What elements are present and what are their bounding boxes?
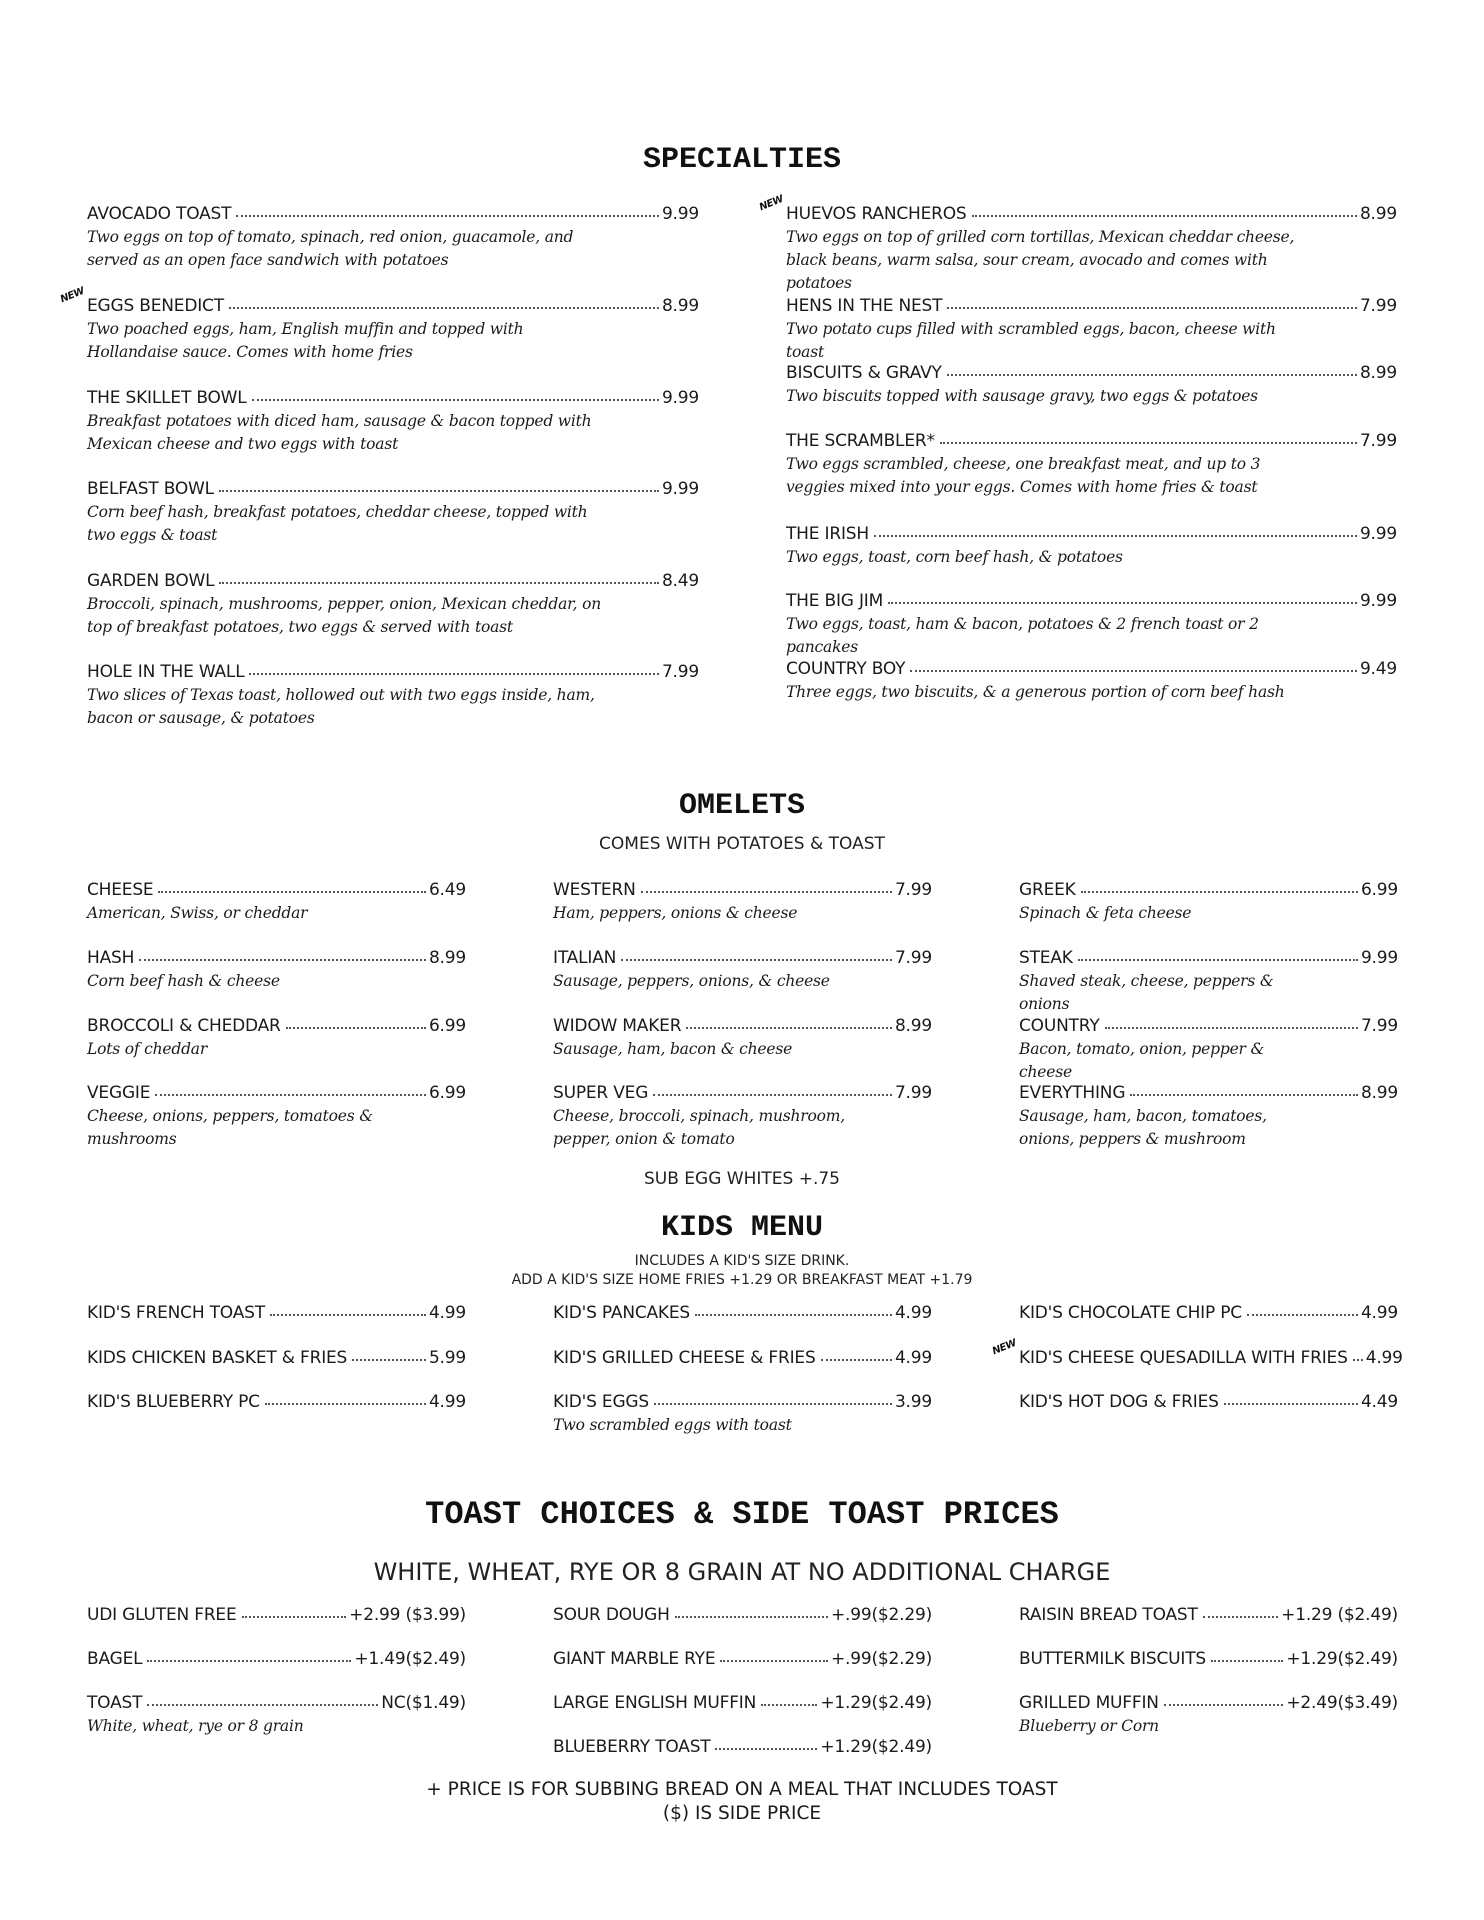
item-price: 9.99 <box>1359 591 1397 611</box>
item-name: THE SKILLET BOWL <box>87 388 247 408</box>
item-price: 8.99 <box>661 296 699 316</box>
item-price: 4.99 <box>894 1348 932 1368</box>
dot-leader <box>1164 1702 1284 1706</box>
dot-leader <box>874 533 1357 537</box>
menu-item <box>87 948 466 993</box>
item-price: 7.99 <box>1360 1016 1398 1036</box>
dot-leader <box>252 397 659 401</box>
item-name: KID'S HOT DOG & FRIES <box>1019 1392 1219 1412</box>
dot-leader <box>1353 1357 1363 1361</box>
item-name: TOAST <box>87 1693 143 1713</box>
menu-item <box>990 1337 1403 1369</box>
menu-item-row <box>87 571 699 592</box>
item-name: COUNTRY <box>1019 1016 1100 1036</box>
menu-item <box>1019 1083 1398 1151</box>
menu-item-row <box>553 1303 932 1324</box>
item-price: +2.49($3.49) <box>1286 1693 1398 1713</box>
item-price: 3.99 <box>894 1392 932 1412</box>
menu-item-row <box>553 1392 932 1413</box>
item-description: Sausage, ham, bacon & cheese <box>553 1040 793 1058</box>
item-name: KIDS CHICKEN BASKET & FRIES <box>87 1348 348 1368</box>
item-name: AVOCADO TOAST <box>87 204 232 224</box>
item-description: Two biscuits topped with sausage gravy, two eggs & potatoes <box>786 387 1258 405</box>
menu-item <box>553 1693 932 1714</box>
item-description: Sausage, ham, bacon, tomatoes, onions, peppers & mushroom <box>1019 1107 1267 1148</box>
item-description: Two eggs on top of grilled corn tortillas, Mexican cheddar cheese, black beans, warm salsa, sour cream, avocado and comes with potatoes <box>786 228 1295 292</box>
item-price: 9.99 <box>661 204 699 224</box>
menu-item <box>87 1303 466 1324</box>
menu-item-row <box>786 524 1397 545</box>
item-price: 4.49 <box>1360 1392 1398 1412</box>
item-name: WESTERN <box>553 880 636 900</box>
menu-item-row <box>87 1083 466 1104</box>
item-price: 6.99 <box>428 1016 466 1036</box>
item-price: +.99($2.29) <box>830 1649 932 1669</box>
item-name: THE IRISH <box>786 524 869 544</box>
menu-item <box>786 591 1397 659</box>
item-name: SUPER VEG <box>553 1083 649 1103</box>
menu-item <box>553 1392 932 1437</box>
dot-leader <box>249 671 658 675</box>
dot-leader <box>653 1092 892 1096</box>
item-price: 9.99 <box>661 388 699 408</box>
item-description: Broccoli, spinach, mushrooms, pepper, onion, Mexican cheddar, on top of breakfast potatoes, two eggs & served with toast <box>87 595 602 636</box>
dot-leader <box>675 1614 828 1618</box>
dot-leader <box>910 668 1357 672</box>
menu-item-row <box>1019 1649 1398 1670</box>
item-name: ITALIAN <box>553 948 617 968</box>
item-description: Two eggs, toast, corn beef hash, & potatoes <box>786 548 1123 566</box>
menu-item-row <box>87 880 466 901</box>
menu-item-row <box>87 479 699 500</box>
menu-item-row <box>786 363 1397 384</box>
item-description: Cheese, broccoli, spinach, mushroom, pepper, onion & tomato <box>553 1107 845 1148</box>
dot-leader <box>219 488 659 492</box>
item-description: Corn beef hash & cheese <box>87 972 280 990</box>
menu-item-row <box>87 1303 466 1324</box>
menu-item-row <box>1019 948 1398 969</box>
item-name: KID'S PANCAKES <box>553 1303 691 1323</box>
item-description: Two scrambled eggs with toast <box>553 1416 792 1434</box>
item-name: KID'S BLUEBERRY PC <box>87 1392 260 1412</box>
item-name: GIANT MARBLE RYE <box>553 1649 716 1669</box>
new-badge: NEW <box>757 193 785 214</box>
dot-leader <box>888 600 1357 604</box>
menu-item-row <box>553 948 932 969</box>
item-price: 4.99 <box>428 1392 466 1412</box>
item-price: 4.99 <box>1365 1348 1403 1368</box>
item-name: RAISIN BREAD TOAST <box>1019 1605 1198 1625</box>
toast-title: TOAST CHOICES & SIDE TOAST PRICES <box>425 1496 1059 1533</box>
new-badge: NEW <box>990 1337 1018 1358</box>
item-name: EVERYTHING <box>1019 1083 1126 1103</box>
menu-item-row <box>786 296 1397 317</box>
item-name: HASH <box>87 948 135 968</box>
item-description: Three eggs, two biscuits, & a generous portion of corn beef hash <box>786 683 1285 701</box>
item-description: Lots of cheddar <box>87 1040 208 1058</box>
item-price: 6.99 <box>428 1083 466 1103</box>
menu-item <box>87 571 699 639</box>
item-name: CHEESE <box>87 880 154 900</box>
item-description: Corn beef hash, breakfast potatoes, cheddar cheese, topped with two eggs & toast <box>87 503 588 544</box>
item-price: 9.99 <box>661 479 699 499</box>
menu-item-row <box>87 296 699 317</box>
dot-leader <box>947 372 1357 376</box>
menu-item <box>1019 880 1398 925</box>
item-name: COUNTRY BOY <box>786 659 906 679</box>
item-description: Blueberry or Corn <box>1019 1717 1159 1735</box>
kids-menu-title: KIDS MENU <box>660 1211 824 1245</box>
menu-item <box>87 204 699 272</box>
dot-leader <box>972 213 1357 217</box>
menu-item-row <box>553 880 932 901</box>
item-price: 7.99 <box>661 662 699 682</box>
item-description: Two eggs on top of tomato, spinach, red onion, guacamole, and served as an open face sandwich with potatoes <box>87 228 574 269</box>
item-name: GREEK <box>1019 880 1076 900</box>
menu-item-row <box>1019 1693 1398 1714</box>
menu-item <box>786 296 1397 364</box>
kids-menu-subtitle-addons: ADD A KID'S SIZE HOME FRIES +1.29 OR BREAKFAST MEAT +1.79 <box>511 1272 973 1288</box>
dot-leader <box>720 1658 828 1662</box>
menu-item-row <box>553 1693 932 1714</box>
dot-leader <box>654 1401 892 1405</box>
toast-footnote-side-price: ($) IS SIDE PRICE <box>662 1803 822 1824</box>
toast-footnote-sub-price: + PRICE IS FOR SUBBING BREAD ON A MEAL THAT INCLUDES TOAST <box>426 1779 1058 1800</box>
menu-item <box>58 285 699 364</box>
dot-leader <box>219 580 659 584</box>
menu-item <box>553 1348 932 1369</box>
item-name: GARDEN BOWL <box>87 571 215 591</box>
menu-item <box>757 193 1397 295</box>
menu-item-row <box>87 948 466 969</box>
item-name: HUEVOS RANCHEROS <box>786 204 967 224</box>
toast-subtitle: WHITE, WHEAT, RYE OR 8 GRAIN AT NO ADDITIONAL CHARGE <box>373 1558 1111 1586</box>
item-price: +2.99 ($3.99) <box>349 1605 466 1625</box>
dot-leader <box>270 1312 426 1316</box>
item-price: 9.49 <box>1359 659 1397 679</box>
menu-item-row <box>1019 1083 1398 1104</box>
item-name: KID'S FRENCH TOAST <box>87 1303 265 1323</box>
item-description: Two eggs scrambled, cheese, one breakfast meat, and up to 3 veggies mixed into your eggs. Comes with home fries & toast <box>786 455 1261 496</box>
item-price: 7.99 <box>894 880 932 900</box>
item-price: +1.29($2.49) <box>820 1737 932 1757</box>
menu-item <box>87 1605 466 1626</box>
item-price: 7.99 <box>1359 296 1397 316</box>
menu-item <box>87 479 699 547</box>
dot-leader <box>1211 1658 1283 1662</box>
menu-item-row <box>1019 1348 1403 1369</box>
menu-item <box>1019 1649 1398 1670</box>
dot-leader <box>147 1658 351 1662</box>
dot-leader <box>940 440 1357 444</box>
item-price: 8.49 <box>661 571 699 591</box>
dot-leader <box>947 305 1357 309</box>
item-price: 7.99 <box>894 1083 932 1103</box>
item-description: Bacon, tomato, onion, pepper & cheese <box>1019 1040 1265 1081</box>
menu-item-row <box>553 1016 932 1037</box>
item-name: KID'S CHEESE QUESADILLA WITH FRIES <box>1019 1348 1348 1368</box>
menu-item <box>553 880 932 925</box>
item-description: American, Swiss, or cheddar <box>87 904 308 922</box>
item-price: 6.49 <box>428 880 466 900</box>
menu-item-row <box>553 1348 932 1369</box>
menu-item-row <box>553 1083 932 1104</box>
item-name: BLUEBERRY TOAST <box>553 1737 711 1757</box>
menu-item <box>87 1016 466 1061</box>
item-name: EGGS BENEDICT <box>87 296 224 316</box>
egg-whites-note: SUB EGG WHITES +.75 <box>644 1169 840 1189</box>
item-name: BELFAST BOWL <box>87 479 214 499</box>
item-name: STEAK <box>1019 948 1073 968</box>
item-name: SOUR DOUGH <box>553 1605 670 1625</box>
item-price: 4.99 <box>428 1303 466 1323</box>
menu-item-row <box>1019 880 1398 901</box>
menu-item <box>553 1737 932 1758</box>
item-price: 7.99 <box>1359 431 1397 451</box>
dot-leader <box>715 1746 817 1750</box>
menu-item <box>1019 1303 1398 1324</box>
item-name: VEGGIE <box>87 1083 151 1103</box>
item-description: Sausage, peppers, onions, & cheese <box>553 972 830 990</box>
item-name: THE SCRAMBLER* <box>786 431 935 451</box>
menu-item-row <box>1019 1303 1398 1324</box>
omelets-title: OMELETS <box>678 789 806 823</box>
item-name: BAGEL <box>87 1649 143 1669</box>
menu-item <box>87 1083 466 1151</box>
dot-leader <box>147 1702 378 1706</box>
menu-item <box>1019 1605 1398 1626</box>
menu-item <box>786 431 1397 499</box>
menu-item-row <box>786 591 1397 612</box>
item-price: +1.29 ($2.49) <box>1281 1605 1398 1625</box>
menu-item <box>87 1693 466 1738</box>
item-price: 8.99 <box>1359 363 1397 383</box>
item-name: UDI GLUTEN FREE <box>87 1605 237 1625</box>
item-price: +1.29($2.49) <box>820 1693 932 1713</box>
item-price: +1.29($2.49) <box>1286 1649 1398 1669</box>
item-price: 8.99 <box>1359 204 1397 224</box>
menu-item-row <box>87 1605 466 1626</box>
item-name: WIDOW MAKER <box>553 1016 682 1036</box>
menu-item-row <box>1019 1016 1398 1037</box>
dot-leader <box>1078 957 1358 961</box>
item-name: BROCCOLI & CHEDDAR <box>87 1016 281 1036</box>
item-price: 7.99 <box>894 948 932 968</box>
item-price: 8.99 <box>1360 1083 1398 1103</box>
dot-leader <box>1081 889 1358 893</box>
omelets-subtitle: COMES WITH POTATOES & TOAST <box>599 834 885 854</box>
menu-item <box>553 1649 932 1670</box>
dot-leader <box>1105 1025 1358 1029</box>
item-price: 5.99 <box>428 1348 466 1368</box>
dot-leader <box>155 1092 426 1096</box>
item-price: 8.99 <box>428 948 466 968</box>
dot-leader <box>1224 1401 1358 1405</box>
specialties-title: SPECIALTIES <box>642 143 842 177</box>
item-description: White, wheat, rye or 8 grain <box>87 1717 304 1735</box>
menu-item-row <box>87 1649 466 1670</box>
dot-leader <box>265 1401 426 1405</box>
item-name: KID'S GRILLED CHEESE & FRIES <box>553 1348 816 1368</box>
item-price: NC($1.49) <box>381 1693 466 1713</box>
menu-item-row <box>786 659 1397 680</box>
menu-item-row <box>786 204 1397 225</box>
dot-leader <box>821 1357 892 1361</box>
kids-menu-subtitle-drink: INCLUDES A KID'S SIZE DRINK. <box>634 1253 850 1269</box>
item-name: THE BIG JIM <box>786 591 884 611</box>
item-name: HOLE IN THE WALL <box>87 662 245 682</box>
dot-leader <box>286 1025 426 1029</box>
item-description: Two slices of Texas toast, hollowed out with two eggs inside, ham, bacon or sausage, & potatoes <box>87 686 595 727</box>
menu-item-row <box>87 1392 466 1413</box>
menu-item <box>87 1348 466 1369</box>
dot-leader <box>686 1025 892 1029</box>
item-description: Two poached eggs, ham, English muffin and topped with Hollandaise sauce. Comes with home fries <box>87 320 524 361</box>
menu-item <box>1019 1016 1398 1084</box>
new-badge: NEW <box>58 285 86 306</box>
item-name: HENS IN THE NEST <box>786 296 943 316</box>
menu-item <box>87 880 466 925</box>
dot-leader <box>229 305 659 309</box>
menu-item-row <box>1019 1392 1398 1413</box>
item-name: KID'S CHOCOLATE CHIP PC <box>1019 1303 1242 1323</box>
item-price: 9.99 <box>1359 524 1397 544</box>
item-description: Two potato cups filled with scrambled eggs, bacon, cheese with toast <box>786 320 1276 361</box>
item-price: 8.99 <box>894 1016 932 1036</box>
item-description: Cheese, onions, peppers, tomatoes & mushrooms <box>87 1107 373 1148</box>
dot-leader <box>158 889 425 893</box>
dot-leader <box>352 1357 426 1361</box>
item-name: LARGE ENGLISH MUFFIN <box>553 1693 757 1713</box>
menu-item-row <box>87 662 699 683</box>
item-price: 4.99 <box>894 1303 932 1323</box>
menu-item <box>87 1649 466 1670</box>
item-description: Two eggs, toast, ham & bacon, potatoes & 2 french toast or 2 pancakes <box>786 615 1259 656</box>
menu-item-row <box>1019 1605 1398 1626</box>
item-price: 9.99 <box>1360 948 1398 968</box>
menu-item-row <box>87 1693 466 1714</box>
item-price: 6.99 <box>1360 880 1398 900</box>
item-name: BISCUITS & GRAVY <box>786 363 942 383</box>
item-description: Shaved steak, cheese, peppers & onions <box>1019 972 1274 1013</box>
menu-item <box>786 524 1397 569</box>
menu-item <box>87 388 699 456</box>
dot-leader <box>1247 1312 1358 1316</box>
menu-item-row <box>87 1348 466 1369</box>
menu-item <box>553 948 932 993</box>
menu-item <box>553 1083 932 1151</box>
dot-leader <box>761 1702 817 1706</box>
menu-item <box>553 1605 932 1626</box>
item-description: Spinach & feta cheese <box>1019 904 1192 922</box>
dot-leader <box>1203 1614 1278 1618</box>
dot-leader <box>242 1614 347 1618</box>
menu-item-row <box>87 1016 466 1037</box>
item-price: +1.49($2.49) <box>354 1649 466 1669</box>
menu-item-row <box>553 1737 932 1758</box>
dot-leader <box>641 889 892 893</box>
dot-leader <box>236 213 659 217</box>
menu-item-row <box>87 204 699 225</box>
item-price: 4.99 <box>1360 1303 1398 1323</box>
dot-leader <box>695 1312 892 1316</box>
dot-leader <box>1130 1092 1358 1096</box>
menu-item <box>1019 1693 1398 1738</box>
menu-item-row <box>786 431 1397 452</box>
menu-item-row <box>553 1605 932 1626</box>
menu-item <box>1019 948 1398 1016</box>
item-name: GRILLED MUFFIN <box>1019 1693 1159 1713</box>
menu-item <box>87 662 699 730</box>
item-description: Ham, peppers, onions & cheese <box>553 904 798 922</box>
menu-item-row <box>553 1649 932 1670</box>
menu-item <box>553 1016 932 1061</box>
menu-item-row <box>87 388 699 409</box>
menu-item <box>786 363 1397 408</box>
item-name: KID'S EGGS <box>553 1392 649 1412</box>
dot-leader <box>621 957 892 961</box>
menu-item <box>1019 1392 1398 1413</box>
item-name: BUTTERMILK BISCUITS <box>1019 1649 1207 1669</box>
menu-item <box>87 1392 466 1413</box>
menu-item <box>786 659 1397 704</box>
menu-item <box>553 1303 932 1324</box>
dot-leader <box>139 957 426 961</box>
item-price: +.99($2.29) <box>830 1605 932 1625</box>
item-description: Breakfast potatoes with diced ham, sausage & bacon topped with Mexican cheese and two eggs with toast <box>87 412 592 453</box>
